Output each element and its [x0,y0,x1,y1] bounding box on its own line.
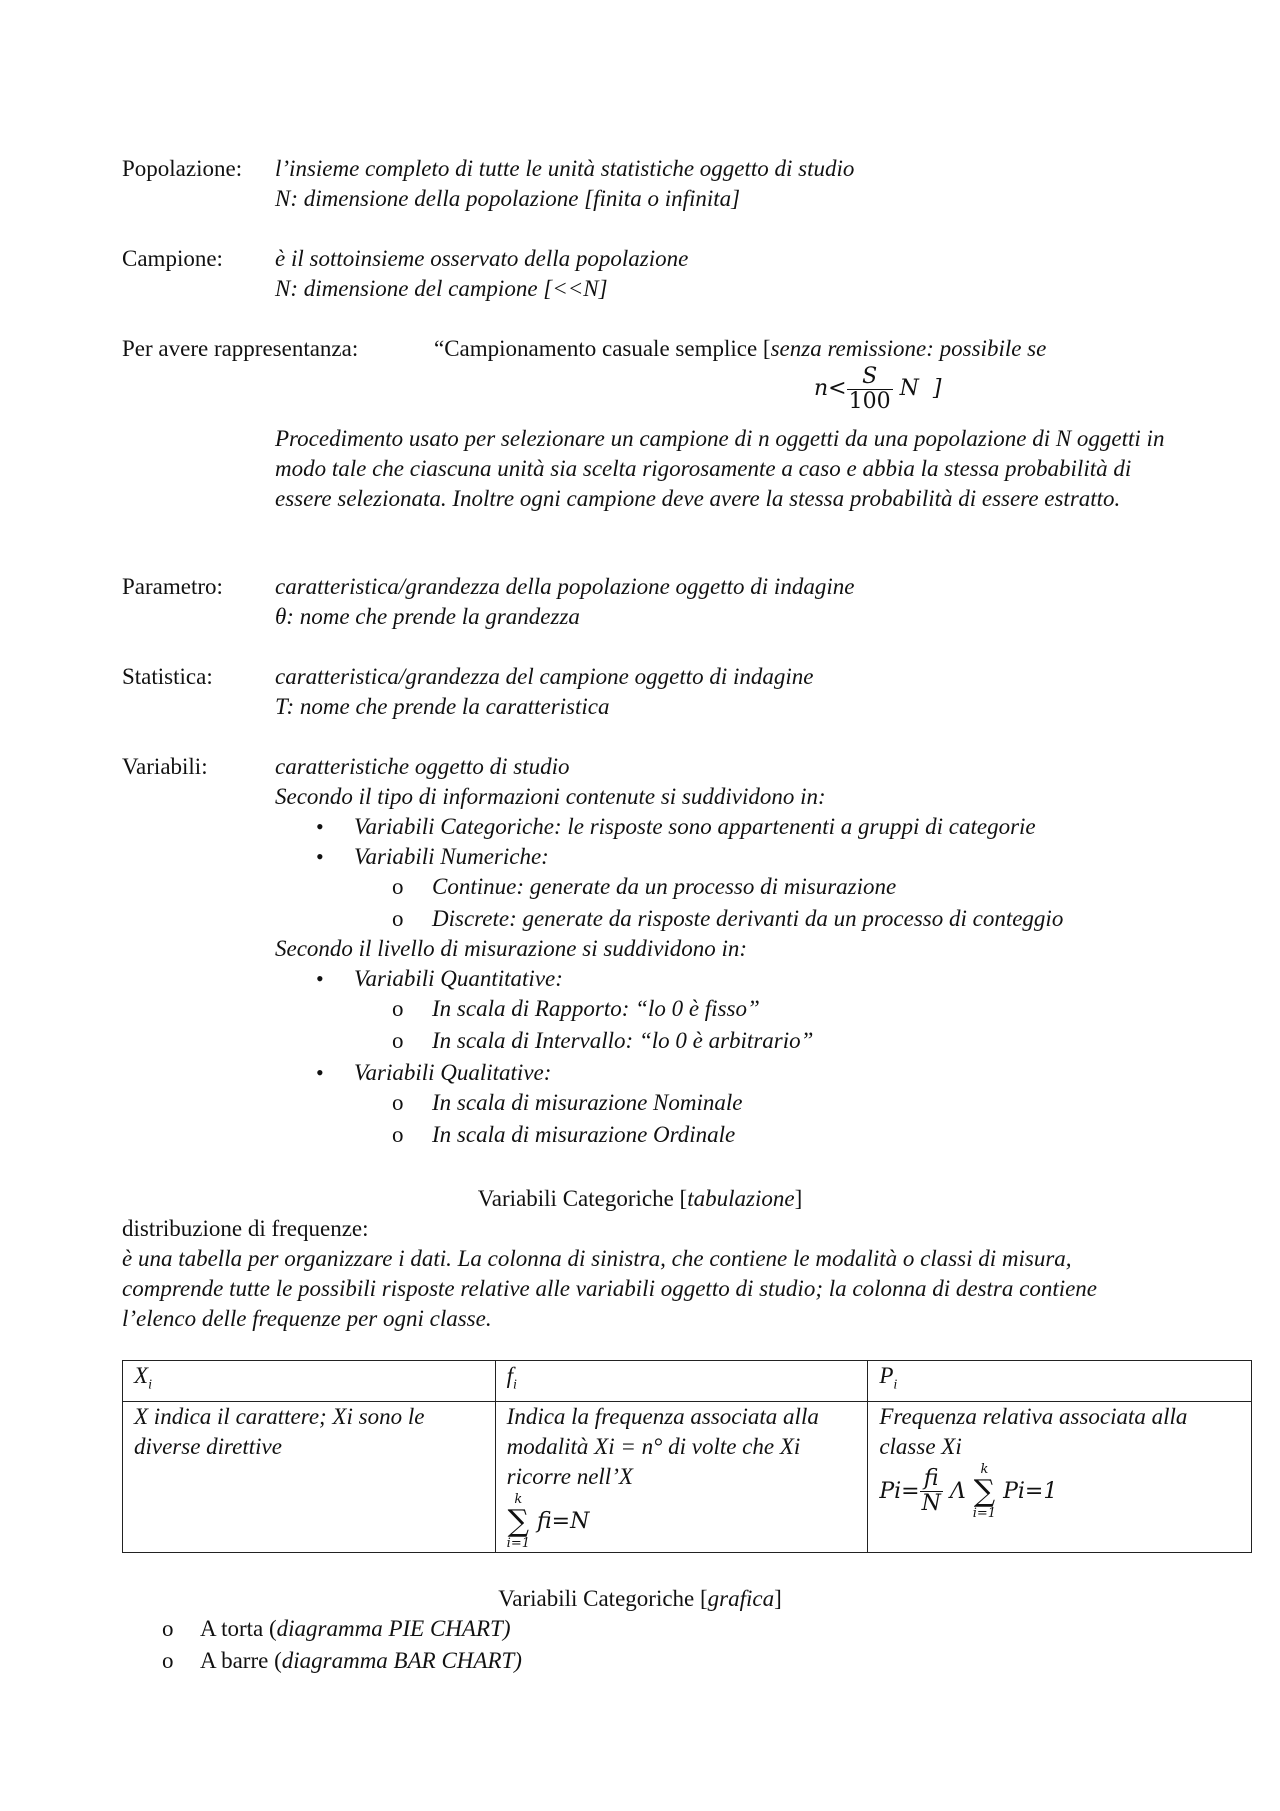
bullet-dot: • [316,966,324,991]
bullet-dot: • [316,844,324,869]
tabulazione-heading-close: ] [794,1186,803,1211]
distribuzione-subtitle: distribuzione di frequenze: [122,1216,369,1241]
bullet-circle: o [392,1028,404,1053]
bullet-dot: • [316,814,324,839]
cell-xi-description [123,1401,496,1552]
remissione-formula [814,362,941,416]
grafica-heading-close: ] [774,1586,782,1611]
pi-lhs: Pi= [879,1478,920,1504]
campionamento-quote-plain: “Campionamento casuale semplice [ [434,336,771,361]
cell-xi-text: X indica il carattere; Xi sono le diverse direttive [134,1403,425,1459]
list-item-nominale: In scala di misurazione Nominale [432,1090,743,1115]
header-xi-base: X [134,1363,149,1388]
cell-fi-description [495,1401,868,1552]
pi-formula [879,1462,1240,1522]
cell-fi-text: Indica la frequenza associata alla modalità Xi = n° di volte che Xi ricorre nell’X [506,1403,819,1489]
variabili-tipo-intro: Secondo il tipo di informazioni contenute si suddividono in: [275,784,826,809]
sigma-symbol: k ∑ i=1 [506,1491,530,1551]
sigma-lower: i=1 [506,1535,530,1551]
cell-pi-description [868,1401,1252,1552]
sum-fi-expression: fi=N [536,1508,590,1534]
formula-fraction [847,365,893,414]
parametro-symbol: θ: nome che prende la grandezza [275,604,580,629]
bullet-circle: o [392,996,404,1021]
list-item-discrete: Discrete: generate da risposte derivanti da un processo di conteggio [432,906,1064,931]
sigma-upper: k [514,1491,523,1507]
list-item-quantitative: Variabili Quantitative: [354,966,563,991]
header-fi-base: f [506,1363,514,1388]
list-item-rapporto: In scala di Rapporto: “lo 0 è fisso” [432,996,760,1021]
header-pi [868,1361,1252,1402]
variabili-label: Variabili: [122,754,208,779]
campionamento-quote-italic: senza remissione: possibile se [770,336,1047,361]
list-item-pie-chart [200,1614,510,1644]
list-item-numeriche: Variabili Numeriche: [354,844,549,869]
frequency-table [122,1360,1252,1553]
formula-denominator: 100 [848,388,891,414]
rappresentanza-label: Per avere rappresentanza: [122,336,359,361]
header-xi-sub: i [148,1377,152,1393]
header-xi [123,1361,496,1402]
campione-label: Campione: [122,246,223,271]
header-fi-sub: i [513,1377,517,1393]
bar-chart-plain: A barre ( [200,1648,282,1673]
popolazione-definition: l’insieme completo di tutte le unità statistiche oggetto di studio [275,156,855,181]
header-pi-base: P [879,1363,894,1388]
grafica-heading-italic: grafica [707,1586,775,1611]
procedimento-paragraph: Procedimento usato per selezionare un campione di n oggetti da una popolazione di N oggetti in modo tale che ciascuna unità sia scelta rigorosamente a caso e abbia la stessa probabilità di essere selezionata. Inoltre ogni campione deve avere la stessa probabilità di essere estratto. [275,426,1165,511]
cell-pi-text: Frequenza relativa associata alla classe Xi [879,1403,1188,1459]
list-item-ordinale: In scala di misurazione Ordinale [432,1122,736,1147]
sum-fi-formula [507,1492,857,1552]
pi-fraction [920,1467,943,1516]
pie-chart-italic: diagramma PIE CHART) [276,1616,511,1641]
campionamento-quote [434,334,1046,364]
list-item-intervallo: In scala di Intervallo: “lo 0 è arbitrario” [432,1028,814,1053]
popolazione-dimension: N: dimensione della popolazione [finita o infinita] [275,186,741,211]
distribuzione-paragraph: è una tabella per organizzare i dati. La colonna di sinistra, che contiene le modalità o classi di misura, comprende tutte le possibili risposte relative alle variabili oggetto di studio; la colonna di destra contiene l’elenco delle frequenze per ogni classe. [122,1246,1098,1331]
pi-and-symbol: Λ [949,1478,966,1504]
statistica-symbol: T: nome che prende la caratteristica [275,694,610,719]
statistica-definition: caratteristica/grandezza del campione oggetto di indagine [275,664,814,689]
statistica-label: Statistica: [122,664,213,689]
formula-close: ] [932,376,942,401]
variabili-definition: caratteristiche oggetto di studio [275,754,570,779]
formula-numerator: S [847,365,893,390]
grafica-heading-plain: Variabili Categoriche [ [498,1586,708,1611]
campione-definition: è il sottoinsieme osservato della popolazione [275,246,689,271]
parametro-definition: caratteristica/grandezza della popolazione oggetto di indagine [275,574,855,599]
tabulazione-heading-plain: Variabili Categoriche [ [477,1186,688,1211]
formula-N: N [899,376,919,401]
sigma-upper: k [980,1461,989,1477]
bullet-circle: o [392,1090,404,1115]
bullet-dot: • [316,1060,324,1085]
variabili-livello-intro: Secondo il livello di misurazione si suddividono in: [275,936,748,961]
header-fi [495,1361,868,1402]
formula-n: n< [814,376,847,401]
header-pi-sub: i [893,1377,898,1393]
parametro-label: Parametro: [122,574,223,599]
pie-chart-plain: A torta ( [200,1616,277,1641]
list-item-categoriche: Variabili Categoriche: le risposte sono appartenenti a gruppi di categorie [354,814,1036,839]
table-row [123,1401,1252,1552]
bar-chart-italic: diagramma BAR CHART) [281,1648,522,1673]
list-item-continue: Continue: generate da un processo di misurazione [432,874,897,899]
pi-denominator: N [921,1491,941,1517]
bullet-circle: o [392,906,404,931]
grafica-heading [0,1584,1280,1614]
bullet-circle: o [162,1616,174,1641]
list-item-bar-chart [200,1646,522,1676]
table-header-row [123,1361,1252,1402]
sigma-symbol: k ∑ i=1 [972,1461,997,1521]
pi-numerator: fi [920,1467,943,1492]
bullet-circle: o [392,874,404,899]
list-item-qualitative: Variabili Qualitative: [354,1060,552,1085]
bullet-circle: o [392,1122,404,1147]
campione-dimension: N: dimensione del campione [<<N] [275,276,608,301]
tabulazione-heading-italic: tabulazione [687,1186,795,1211]
sum-pi-expression: Pi=1 [1003,1478,1058,1504]
sigma-lower: i=1 [972,1505,997,1521]
popolazione-label: Popolazione: [122,156,243,181]
bullet-circle: o [162,1648,174,1673]
tabulazione-heading [0,1184,1280,1214]
